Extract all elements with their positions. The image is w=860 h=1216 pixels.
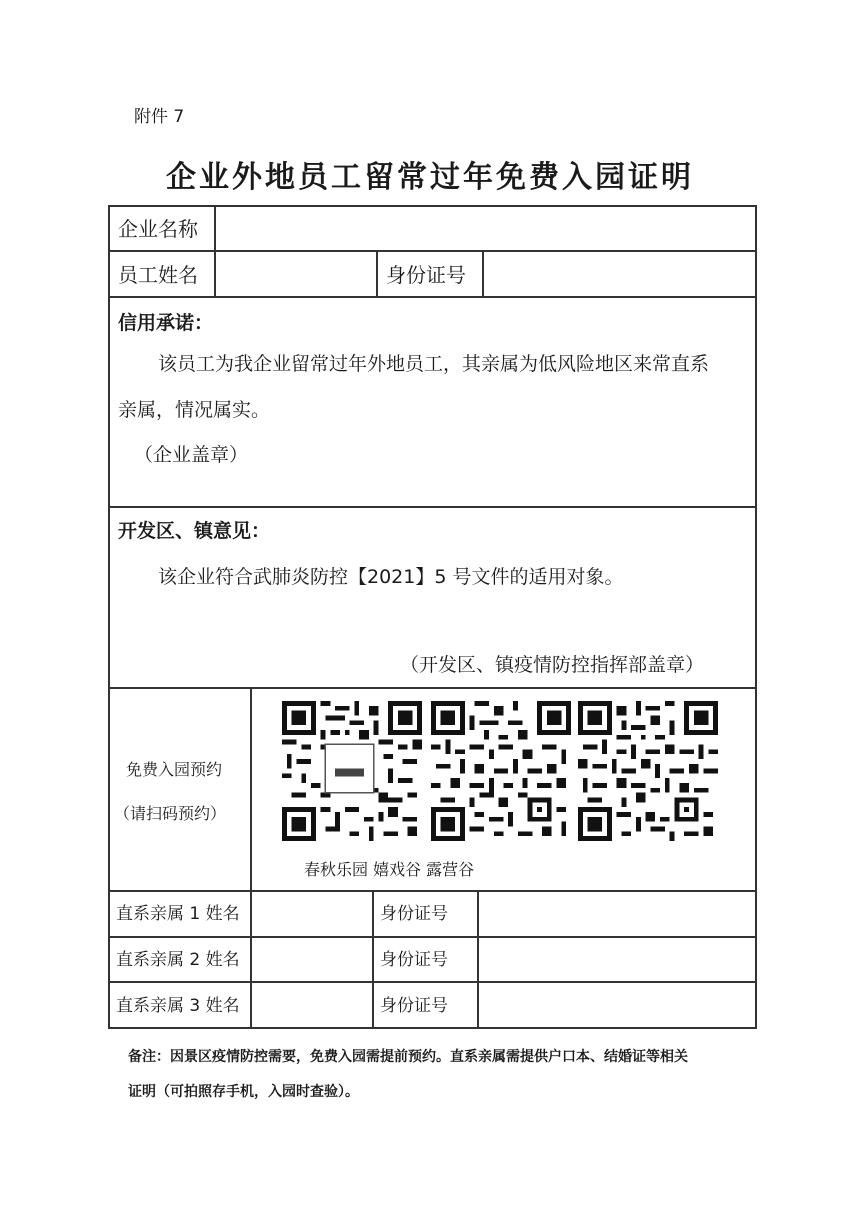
relative-2-name-field[interactable] [256,941,366,978]
relative-1-name-label: 直系亲属 1 姓名 [116,904,240,924]
relative-3-name-label: 直系亲属 3 姓名 [116,996,240,1016]
credit-commitment-text-cont: 亲属，情况属实。 [118,399,271,421]
relative-1-name-field[interactable] [256,895,366,932]
qr-caption: 春秋乐园 嬉戏谷 露营谷 [304,860,475,879]
remark-line-1: 备注：因景区疫情防控需要，免费入园需提前预约。直系亲属需提供户口本、结婚证等相关 [128,1049,688,1065]
credit-commitment-heading: 信用承诺： [118,312,214,334]
employee-name-label: 员工姓名 [118,263,198,287]
district-seal-note: （开发区、镇疫情防控指挥部盖章） [400,654,705,676]
relative-3-name-field[interactable] [256,986,366,1023]
employee-id-label: 身份证号 [386,263,466,287]
relative-2-id-field[interactable] [483,941,750,978]
remark-line-2: 证明（可拍照存手机，入园时查验）。 [128,1084,359,1100]
company-name-label: 企业名称 [118,217,198,241]
relative-2-name-label: 直系亲属 2 姓名 [116,950,240,970]
district-opinion-heading: 开发区、镇意见： [118,520,271,542]
qr-code-chunqiu[interactable] [282,701,422,841]
relative-3-id-label: 身份证号 [380,996,448,1016]
qr-code-luyinggu[interactable] [578,701,718,841]
scan-to-book-label: （请扫码预约） [114,804,227,823]
document-title: 企业外地员工留常过年免费入园证明 [166,160,694,195]
relative-2-id-label: 身份证号 [380,950,448,970]
company-name-field[interactable] [220,212,750,246]
attachment-number: 附件 7 [134,107,185,127]
credit-commitment-text: 该员工为我企业留常过年外地员工，其亲属为低风险地区来常直系 [158,353,710,375]
booking-label: 免费入园预约 [126,760,223,779]
district-opinion-text: 该企业符合武肺炎防控【2021】5 号文件的适用对象。 [158,566,624,588]
relative-3-id-field[interactable] [483,986,750,1023]
employee-name-field[interactable] [220,256,370,292]
relative-1-id-field[interactable] [483,895,750,932]
company-seal-note: （企业盖章） [134,444,249,466]
relative-1-id-label: 身份证号 [380,904,448,924]
employee-id-field[interactable] [488,256,750,292]
qr-code-xixigu[interactable] [431,701,571,841]
